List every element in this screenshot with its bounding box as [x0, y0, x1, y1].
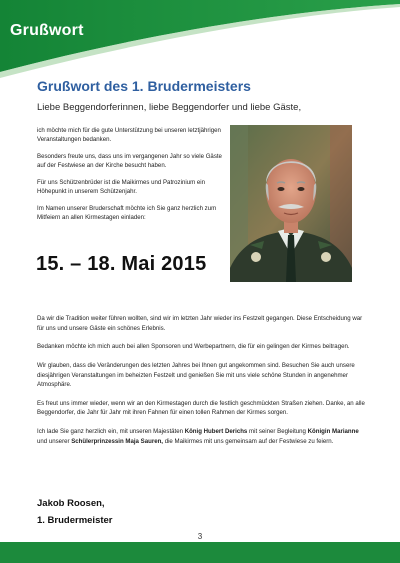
intro-paragraph: Für uns Schützenbrüder ist die Maikirmes und Patrozinium ein Höhepunkt in unserem Schützenjahr.	[37, 178, 205, 196]
event-date: 15. – 18. Mai 2015	[36, 253, 207, 275]
queen-name: Königin Marianne	[307, 428, 359, 435]
intro-paragraph: Im Namen unserer Bruderschaft möchte ich Sie ganz herzlich zum Mitfeiern an allen Kirmestagen einladen:	[37, 204, 217, 222]
body-paragraph: Bedanken möchte ich mich auch bei allen Sponsoren und Werbepartnern, die für ein gelingen der Kirmes beitragen.	[37, 343, 350, 351]
portrait-photo	[230, 125, 352, 282]
salutation: Liebe Beggendorferinnen, liebe Beggendorfer und liebe Gäste,	[37, 102, 302, 113]
king-name: König Hubert Derichs	[184, 428, 248, 435]
body-paragraph: Da wir die Tradition weiter führen wollten, sind wir im letzten Jahr wieder ins Festzelt gegangen. Diese Entscheidung war für uns und unsere Gäste ein schönes Erlebnis.	[37, 315, 363, 332]
signature-role: 1. Brudermeister	[37, 514, 113, 526]
signature	[37, 496, 113, 529]
body-paragraph: Wir glauben, dass die Veränderungen des letzten Jahres bei Ihnen gut angekommen sind. Besuchen Sie auch unsere diesjährigen Veranstaltungen im beheizten Festzelt und genießen Sie mit uns viele schöne Stunden in angenehmer Atmosphäre.	[37, 361, 355, 389]
footer-banner	[0, 542, 400, 563]
invitation-text: und unserer	[37, 437, 72, 445]
princess-name: Schülerprinzessin Maja Sauren,	[71, 437, 163, 445]
header-title: Grußwort	[10, 22, 84, 39]
page-number: 3	[197, 532, 203, 541]
intro-paragraph: ich möchte mich für die gute Unterstützung bei unseren letztjährigen Veranstaltungen bedanken.	[37, 127, 221, 144]
body-paragraph: Es freut uns immer wieder, wenn wir an den Kirmestagen durch die festlich geschmückten Straßen ziehen. Danke, an alle Beggendorfer, die Jahr für Jahr mit ihren Fahnen für einen tollen Rahmen der Kirmes sorgen.	[37, 399, 365, 417]
invitation-text: mit seiner Begleitung	[247, 428, 308, 435]
page-heading: Grußwort des 1. Brudermeisters	[37, 78, 251, 94]
invitation-paragraph	[37, 427, 367, 446]
intro-paragraph: Besonders freute uns, dass uns im vergangenen Jahr so viele Gäste auf der Festwiese an der Kirche besucht haben.	[37, 152, 222, 170]
intro-text	[37, 126, 225, 230]
invitation-text: Ich lade Sie ganz herzlich ein, mit unseren Majestäten	[37, 428, 185, 435]
invitation-text: die Maikirmes mit uns gemeinsam auf der Festwiese zu feiern.	[163, 437, 334, 445]
signature-name: Jakob Roosen,	[37, 498, 105, 509]
header-banner	[0, 0, 400, 80]
body-text	[37, 314, 367, 455]
